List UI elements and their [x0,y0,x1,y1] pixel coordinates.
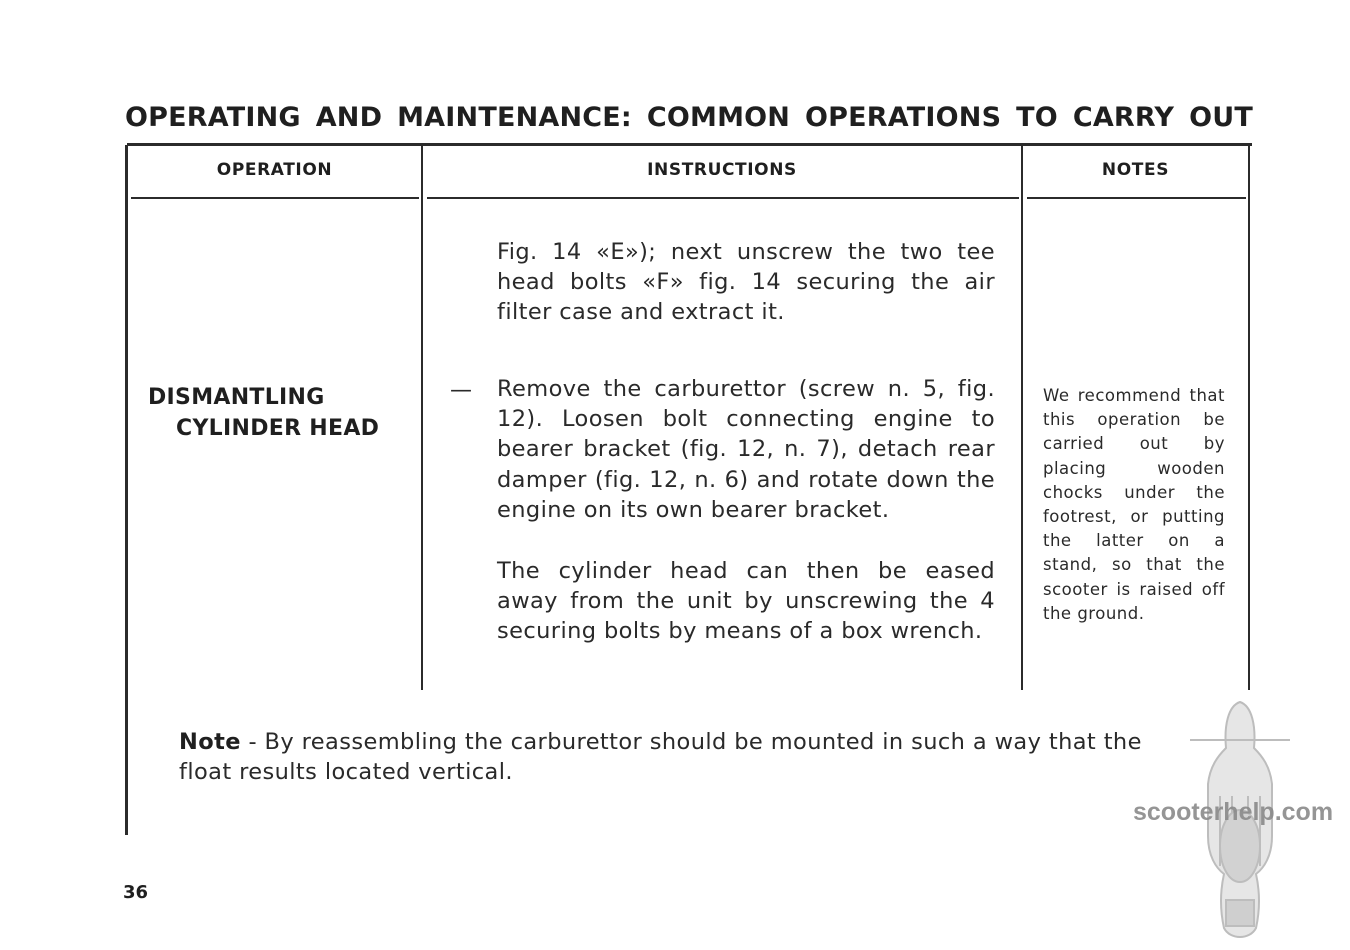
footnote-label: Note [179,729,241,755]
page-number: 36 [123,882,149,903]
page-title: OPERATING AND MAINTENANCE: COMMON OPERATIONS TO CARRY OUT [125,102,1253,133]
header-notes: NOTES [1101,160,1170,180]
title-underline [127,143,1252,146]
header-instructions: INSTRUCTIONS [647,160,797,180]
notes-text: We recommend that this operation be carried out by placing wooden chocks under the footrest, or putting the latter on a stand, so that the scooter is raised off the ground. [1043,386,1225,623]
operation-name [148,382,379,444]
instructions-dash: — [450,378,472,403]
header-underline-instructions [427,197,1019,199]
table-left-border [125,145,128,835]
instructions-paragraph-3: The cylinder head can then be eased away from the unit by unscrewing the 4 securing bolts by means of a box wrench. [497,558,995,645]
watermark-text: scooterhelp.com [1133,798,1334,826]
operation-name-line1: DISMANTLING [148,385,325,410]
instructions-paragraph-1: Fig. 14 «E»); next unscrew the two tee head bolts «F» fig. 14 securing the air filter case and extract it. [497,239,995,326]
header-underline-operation [131,197,419,199]
table-divider-instructions [1021,145,1023,690]
header-underline-notes [1027,197,1246,199]
table-divider-operation [421,145,423,690]
header-operation: OPERATION [216,160,333,180]
footnote-text: - By reassembling the carburettor should be mounted in such a way that the float results located vertical. [179,729,1142,785]
footnote [179,727,1189,787]
instructions-paragraph-2: Remove the carburettor (screw n. 5, fig. 12). Loosen bolt connecting engine to bearer bracket (fig. 12, n. 7), detach rear damper (fig. 12, n. 6) and rotate down the engine on its own bearer bracket. [497,376,995,523]
table-right-border [1248,145,1250,690]
operation-name-line2: CYLINDER HEAD [176,416,380,441]
